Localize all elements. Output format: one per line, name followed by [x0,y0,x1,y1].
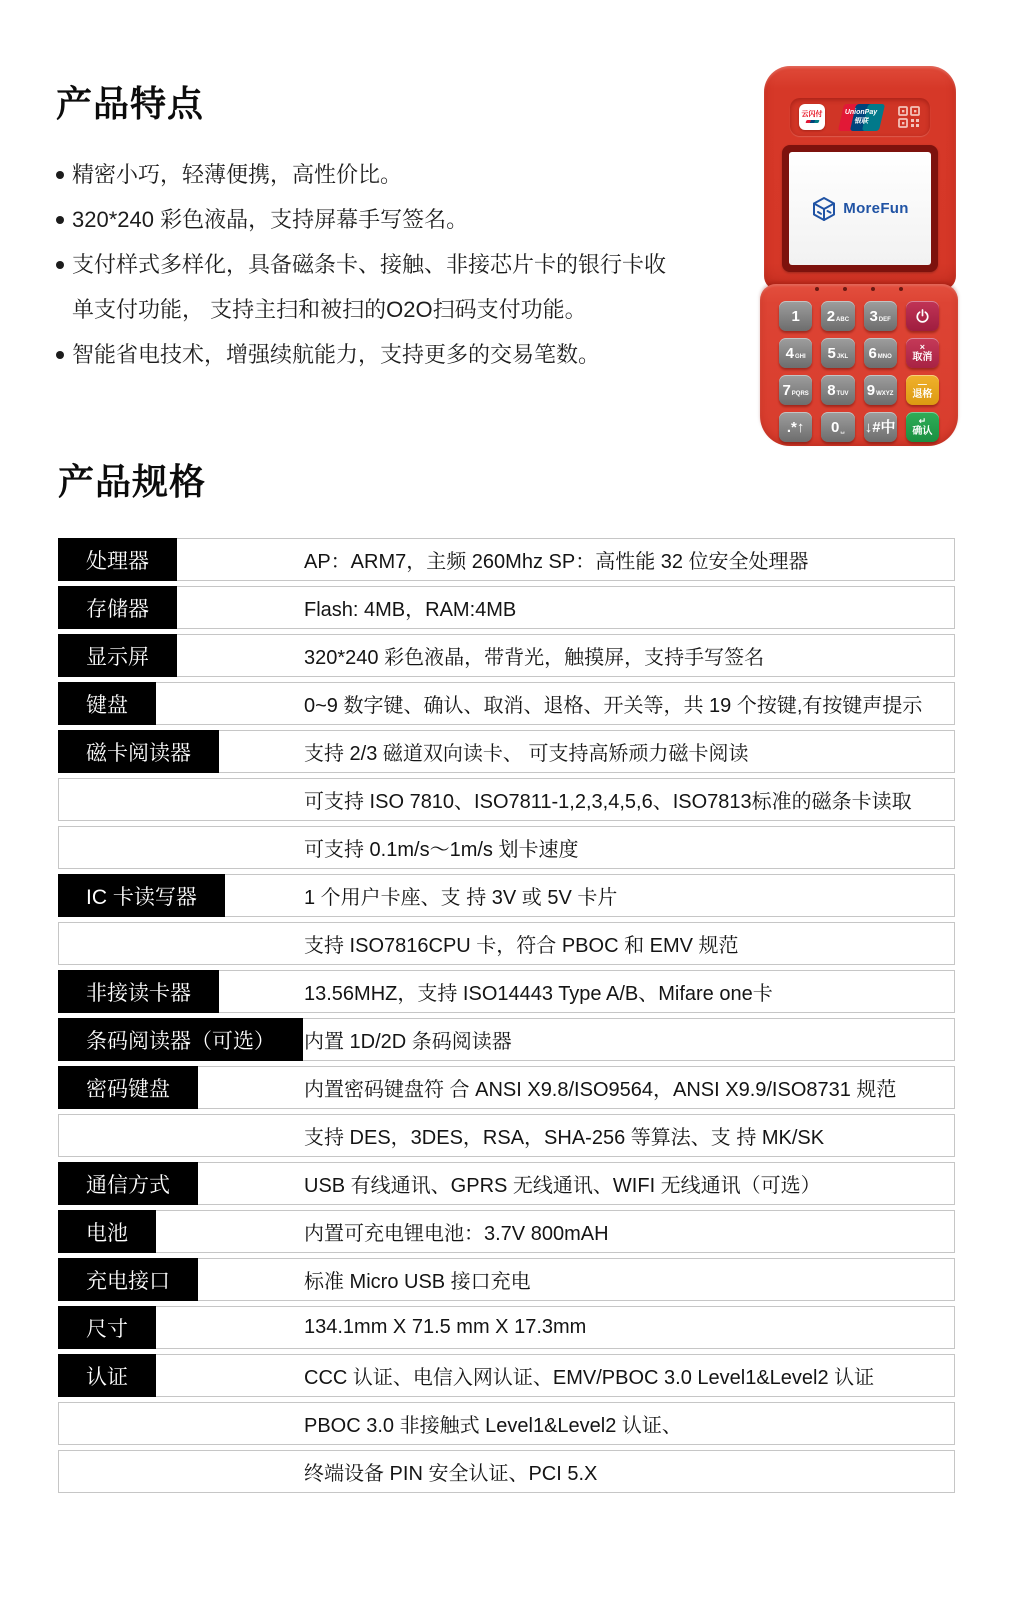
morefun-logo [811,196,908,222]
device-keypad-body [760,284,958,446]
spec-label: IC 卡读写器 [58,874,225,917]
spec-label: 显示屏 [58,634,177,677]
spec-value: 支持 ISO7816CPU 卡，符合 PBOC 和 EMV 规范 [304,935,739,957]
spec-table [58,538,955,1493]
spec-label: 电池 [58,1210,156,1253]
unionpay-icon: UnionPay 银联 [838,104,884,131]
speaker-dot [899,287,903,291]
spec-row [58,1354,955,1397]
spec-row [58,1114,955,1157]
spec-row [58,778,955,821]
spec-label: 键盘 [58,682,156,725]
backspace-icon: — [917,379,927,389]
enter-icon: ↵ [918,416,927,426]
key-1: 1 [779,301,812,331]
spec-value: 支持 DES，3DES，RSA，SHA-256 等算法、支 持 MK/SK [304,1127,825,1149]
spec-value: 1 个用户卡座、支 持 3V 或 5V 卡片 [304,887,618,909]
spec-value: 134.1mm X 71.5 mm X 17.3mm [304,1316,587,1338]
speaker-dot [815,287,819,291]
specs-section [58,462,955,1498]
spec-label: 通信方式 [58,1162,198,1205]
feature-item: 支付样式多样化，具备磁条卡、接触、非接芯片卡的银行卡收单支付功能， 支持主扫和被扫的O2O扫码支付功能。 [56,242,672,332]
device-keypad [779,301,939,442]
key-0: 0 ␣ [821,412,854,442]
feature-item: 320*240 彩色液晶，支持屏幕手写签名。 [56,197,672,242]
features-section [56,84,672,377]
key-6: 6 MNO [864,338,897,368]
speaker-dots [760,287,958,291]
specs-title: 产品规格 [58,461,207,502]
spec-value: 内置 1D/2D 条码阅读器 [304,1031,512,1053]
key-hash: ↓#中 [864,412,897,442]
spec-value: 可支持 ISO 7810、ISO7811-1,2,3,4,5,6、ISO7813标准的磁条卡读取 [304,791,912,813]
morefun-cube-icon [811,196,837,222]
spec-row [58,682,955,725]
brand-text: MoreFun [843,200,909,217]
spec-value: 终端设备 PIN 安全认证、PCI 5.X [304,1463,598,1485]
spec-value: CCC 认证、电信入网认证、EMV/PBOC 3.0 Level1&Level2 认证 [304,1367,875,1389]
spec-value: 内置密码键盘符 合 ANSI X9.8/ISO9564，ANSI X9.9/ISO8731 规范 [304,1079,897,1101]
spec-row [58,970,955,1013]
spec-value: 支持 2/3 磁道双向读卡、 可支持高矫顽力磁卡阅读 [304,743,749,765]
spec-value: 内置可充电锂电池：3.7V 800mAH [304,1223,609,1245]
screen-bezel [782,145,938,272]
spec-value: 0~9 数字键、确认、取消、退格、开关等，共 19 个按键,有按键声提示 [304,695,923,717]
key-7: 7 PQRS [779,375,812,405]
spec-label: 条码阅读器（可选） [58,1018,303,1061]
payment-icon-tray [790,98,930,136]
spec-value: USB 有线通讯、GPRS 无线通讯、WIFI 无线通讯（可选） [304,1175,821,1197]
features-list [56,152,672,377]
spec-row [58,1258,955,1301]
key-star: .*↑ [779,412,812,442]
key-8: 8 TUV [821,375,854,405]
spec-label: 非接读卡器 [58,970,219,1013]
key-5: 5 JKL [821,338,854,368]
device-screen [789,152,931,265]
spec-value: 可支持 0.1m/s～1m/s 划卡速度 [304,839,579,861]
spec-row [58,730,955,773]
pos-terminal-image [760,66,960,446]
spec-value: Flash: 4MB，RAM:4MB [304,599,517,621]
key-4: 4 GHI [779,338,812,368]
spec-row [58,826,955,869]
spec-row [58,1450,955,1493]
key-3: 3 DEF [864,301,897,331]
spec-row [58,1210,955,1253]
spec-row [58,922,955,965]
features-title: 产品特点 [56,83,205,124]
spec-label: 磁卡阅读器 [58,730,219,773]
spec-value: 320*240 彩色液晶，带背光，触摸屏，支持手写签名 [304,647,765,669]
spec-row [58,1018,955,1061]
x-icon: × [919,342,925,352]
spec-row [58,1066,955,1109]
key-cancel: × 取消 [906,338,939,368]
key-confirm: ↵ 确认 [906,412,939,442]
spec-label: 处理器 [58,538,177,581]
speaker-dot [871,287,875,291]
spec-row [58,586,955,629]
spec-row [58,634,955,677]
spec-label: 充电接口 [58,1258,198,1301]
spec-value: PBOC 3.0 非接触式 Level1&Level2 认证、 [304,1415,682,1437]
spec-label: 密码键盘 [58,1066,198,1109]
power-icon [915,309,930,324]
qrcode-icon [897,105,921,129]
feature-item: 智能省电技术，增强续航能力，支持更多的交易笔数。 [56,332,672,377]
key-9: 9 WXYZ [864,375,897,405]
spec-row [58,1306,955,1349]
device-upper-body [764,66,956,290]
spec-label: 认证 [58,1354,156,1397]
spec-label: 尺寸 [58,1306,156,1349]
quickpass-icon: 云闪付 [799,104,825,130]
key-backspace: — 退格 [906,375,939,405]
spec-row [58,1402,955,1445]
spec-row [58,538,955,581]
spec-value: 13.56MHZ，支持 ISO14443 Type A/B、Mifare one卡 [304,983,773,1005]
spec-value: AP：ARM7，主频 260Mhz SP：高性能 32 位安全处理器 [304,551,809,573]
feature-item: 精密小巧，轻薄便携，高性价比。 [56,152,672,197]
key-power [906,301,939,331]
spec-label: 存储器 [58,586,177,629]
spec-row [58,874,955,917]
speaker-dot [843,287,847,291]
spec-value: 标准 Micro USB 接口充电 [304,1271,531,1293]
key-2: 2 ABC [821,301,854,331]
spec-row [58,1162,955,1205]
